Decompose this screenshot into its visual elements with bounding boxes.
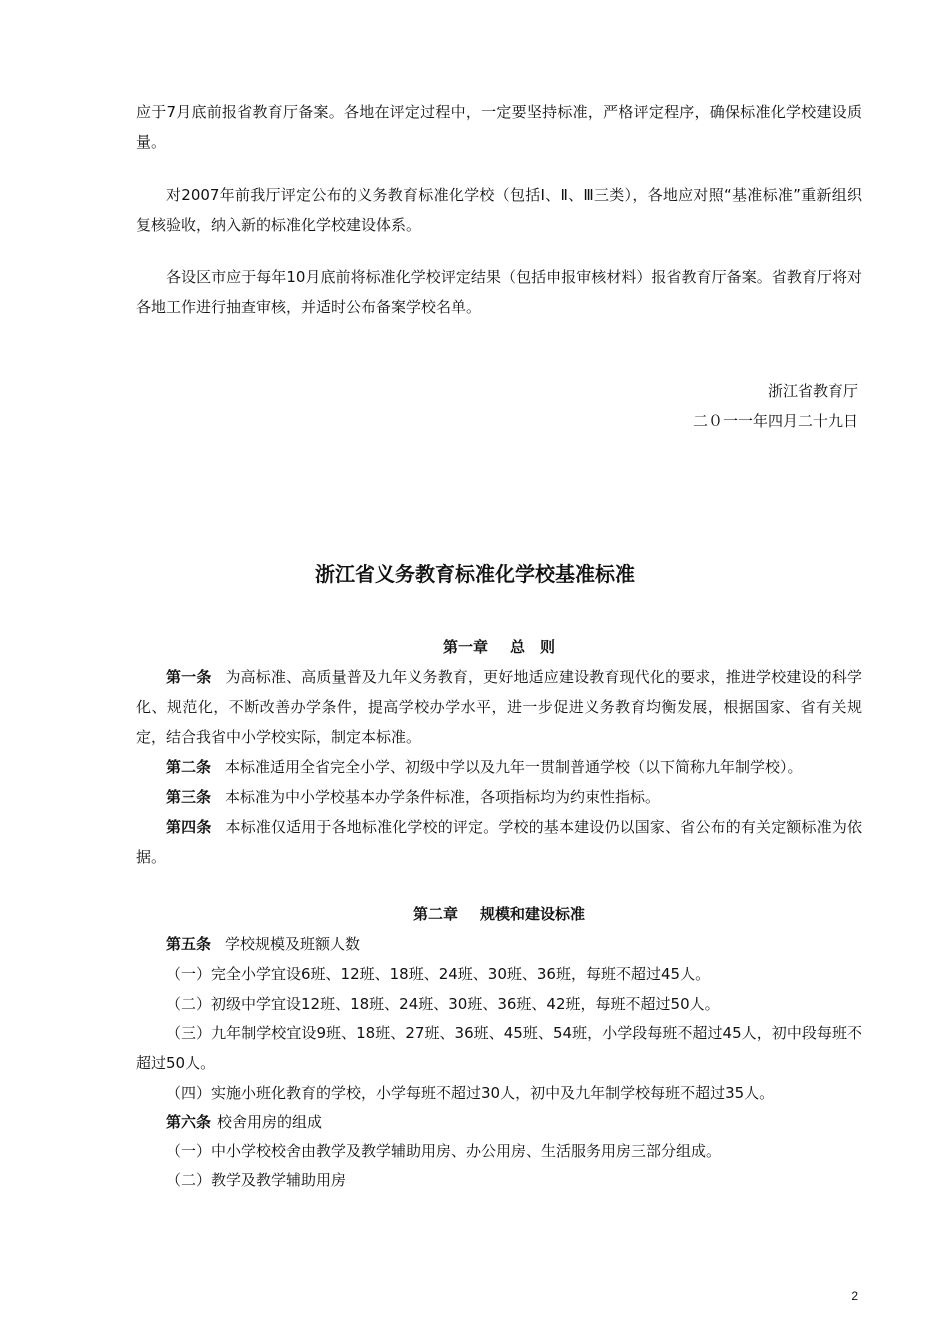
article-4 xyxy=(136,812,862,872)
article-6-item-1: （一）中小学校校舍由教学及教学辅助用房、办公用房、生活服务用房三部分组成。 xyxy=(166,1142,722,1160)
article-5-item-4: （四）实施小班化教育的学校，小学每班不超过30人，初中及九年制学校每班不超过35人。 xyxy=(166,1084,775,1102)
chapter-2-number: 第二章 xyxy=(412,905,458,923)
article-1 xyxy=(136,662,862,752)
article-2 xyxy=(136,752,862,782)
article-4-label: 第四条 xyxy=(166,818,212,836)
intro-paragraph-2: 对2007年前我厅评定公布的义务教育标准化学校（包括Ⅰ、Ⅱ、Ⅲ三类），各地应对照“基准标准”重新组织复核验收，纳入新的标准化学校建设体系。 xyxy=(136,186,862,234)
chapter-1-number: 第一章 xyxy=(442,638,488,656)
article-2-text: 本标准适用全省完全小学、初级中学以及九年一贯制普通学校（以下简称九年制学校）。 xyxy=(225,758,803,776)
article-5-item-1: （一）完全小学宜设6班、12班、18班、24班、30班、36班，每班不超过45人。 xyxy=(166,965,711,983)
article-5-item-2: （二）初级中学宜设12班、18班、24班、30班、36班、42班，每班不超过50人。 xyxy=(166,995,720,1013)
article-3-text: 本标准为中小学校基本办学条件标准，各项指标均为约束性指标。 xyxy=(225,788,661,806)
chapter-1-heading xyxy=(0,632,950,662)
article-5-item-3: （三）九年制学校宜设9班、18班、27班、36班、45班、54班，小学段每班不超过45人，初中段每班不超过50人。 xyxy=(136,1024,862,1072)
article-2-label: 第二条 xyxy=(166,758,212,776)
intro-paragraph-3: 各设区市应于每年10月底前将标准化学校评定结果（包括申报审核材料）报省教育厅备案。省教育厅将对各地工作进行抽查审核，并适时公布备案学校名单。 xyxy=(136,268,862,316)
chapter-2-heading xyxy=(0,899,950,929)
article-1-label: 第一条 xyxy=(166,668,212,686)
article-1-text: 为高标准、高质量普及九年义务教育，更好地适应建设教育现代化的要求，推进学校建设的科学化、规范化，不断改善办学条件，提高学校办学水平，进一步促进义务教育均衡发展，根据国家、省有关规定，结合我省中小学校实际，制定本标准。 xyxy=(136,668,862,746)
article-3-label: 第三条 xyxy=(166,788,212,806)
article-5-label: 第五条 xyxy=(166,935,212,953)
chapter-1-title: 总 则 xyxy=(510,638,556,656)
article-6-text: 校舍用房的组成 xyxy=(217,1113,323,1131)
article-3 xyxy=(136,782,862,812)
page-number: 2 xyxy=(851,1289,858,1303)
chapter-2-title: 规模和建设标准 xyxy=(480,905,586,923)
article-6-item-2: （二）教学及教学辅助用房 xyxy=(166,1171,347,1189)
article-6 xyxy=(136,1107,862,1137)
intro-paragraph-1: 应于7月底前报省教育厅备案。各地在评定过程中，一定要坚持标准，严格评定程序，确保标准化学校建设质量。 xyxy=(136,103,862,151)
article-5-text: 学校规模及班额人数 xyxy=(225,935,361,953)
document-title: 浙江省义务教育标准化学校基准标准 xyxy=(315,562,635,586)
article-5 xyxy=(136,929,862,959)
signature-date: 二０一一年四月二十九日 xyxy=(692,412,858,430)
article-4-text: 本标准仅适用于各地标准化学校的评定。学校的基本建设仍以国家、省公布的有关定额标准为依据。 xyxy=(136,818,862,866)
signature-org: 浙江省教育厅 xyxy=(767,382,858,400)
article-6-label: 第六条 xyxy=(166,1113,212,1131)
